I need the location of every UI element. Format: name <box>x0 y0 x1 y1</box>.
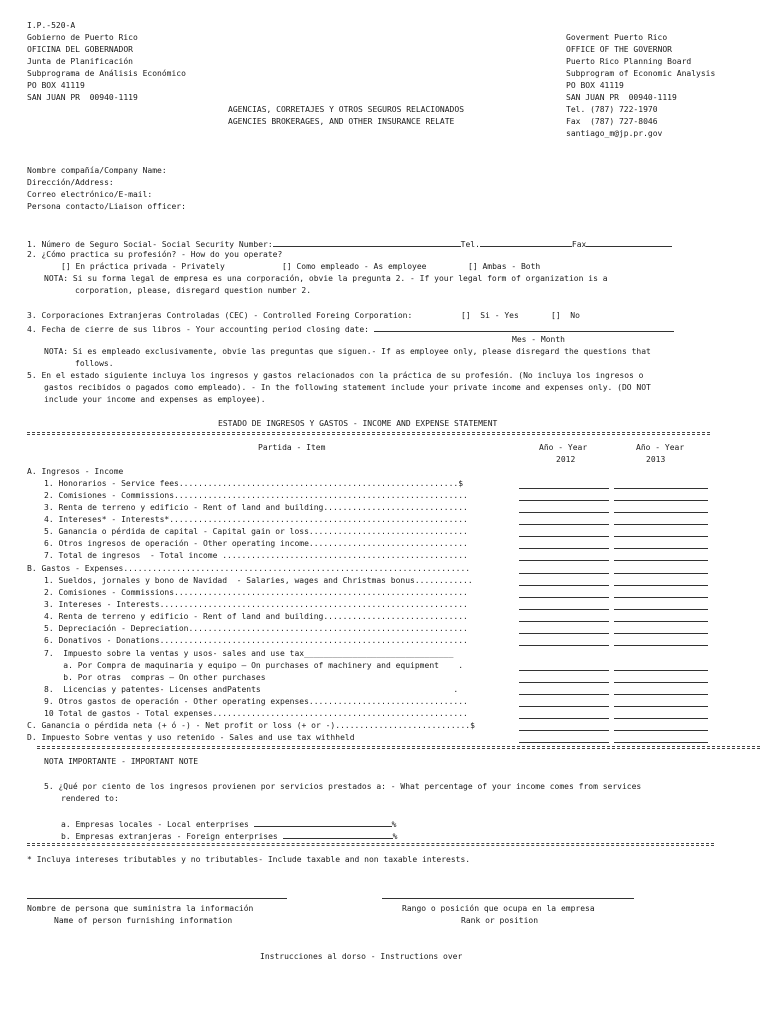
field-2012[interactable] <box>519 596 609 598</box>
section-expenses: B. Gastos - Expenses........................................................................ <box>27 564 471 573</box>
field-2012[interactable] <box>519 741 609 743</box>
header-right-line: Goverment Puerto Rico <box>566 33 668 42</box>
form-number: I.P.-520-A <box>27 21 76 30</box>
divider <box>37 746 760 749</box>
income-row: 4. Intereses* - Interests*.............................................................. <box>44 515 468 524</box>
field-2012[interactable] <box>519 499 609 501</box>
header-right-line: Subprogram of Economic Analysis <box>566 69 716 78</box>
field-2013[interactable] <box>614 487 708 489</box>
field-2013[interactable] <box>614 559 708 561</box>
field-2013[interactable] <box>614 608 708 610</box>
q5-line: include your income and expenses as employee). <box>44 395 266 404</box>
local-enterprises-row <box>61 818 396 830</box>
pct-sign: % <box>392 832 398 841</box>
q2-note-cont: corporation, please, disregard question number 2. <box>75 286 312 295</box>
income-row: 5. Ganancia o pérdida de capital - Capital gain or loss................................. <box>44 527 468 536</box>
field-2012[interactable] <box>519 547 609 549</box>
field-2012[interactable] <box>519 693 609 695</box>
address-label[interactable]: Dirección/Address: <box>27 178 114 187</box>
expense-row: 10 Total de gastos - Total expenses..................................................... <box>44 709 468 718</box>
header-right-line: OFFICE OF THE GOVERNOR <box>566 45 672 54</box>
header-left-line: Subprograma de Análisis Económico <box>27 69 186 78</box>
q2-opt-both[interactable]: [] Ambas - Both <box>468 262 541 271</box>
year-2012: 2012 <box>556 455 576 464</box>
field-2012[interactable] <box>519 584 609 586</box>
q2-note: NOTA: Si su forma legal de empresa es una corporación, obvie la pregunta 2. - If your legal form of organization is a <box>44 274 608 283</box>
fax-field[interactable] <box>586 238 672 247</box>
field-2013[interactable] <box>614 511 708 513</box>
local-enterprises-label: a. Empresas locales - Local enterprises <box>61 820 254 829</box>
q4-label: 4. Fecha de cierre de sus libros - Your accounting period closing date: <box>27 325 369 334</box>
income-row: 2. Comisiones - Commissions............................................................. <box>44 491 468 500</box>
foreign-pct-field[interactable] <box>283 830 393 839</box>
field-2013[interactable] <box>614 632 708 634</box>
field-2012[interactable] <box>519 644 609 646</box>
field-2012[interactable] <box>519 572 609 574</box>
q3-question: 3. Corporaciones Extranjeras Controladas (CEC) - Controlled Foreing Corporation: <box>27 311 413 320</box>
header-left-line: Junta de Planificación <box>27 57 133 66</box>
header-left-line: SAN JUAN PR 00940-1119 <box>27 93 138 102</box>
field-2012[interactable] <box>519 487 609 489</box>
expense-row: 5. Depreciación - Depreciation.......................................................... <box>44 624 468 633</box>
q3-yes[interactable]: [] Si - Yes <box>461 311 519 320</box>
income-row: 3. Renta de terreno y edificio - Rent of land and building.............................. <box>44 503 468 512</box>
divider <box>27 432 710 435</box>
header-left-line: PO BOX 41119 <box>27 81 85 90</box>
year-2013: 2013 <box>646 455 666 464</box>
q1-ssn <box>27 238 672 250</box>
expense-row: 9. Otros gastos de operación - Other operating expenses................................. <box>44 697 468 706</box>
statement-title: ESTADO DE INGRESOS Y GASTOS - INCOME AND EXPENSE STATEMENT <box>218 419 498 428</box>
header-right-line: Puerto Rico Planning Board <box>566 57 692 66</box>
field-2012[interactable] <box>519 717 609 719</box>
field-2013[interactable] <box>614 705 708 707</box>
expense-row: 4. Renta de terreno y edificio - Rent of land and building.............................. <box>44 612 468 621</box>
q4-note-cont: follows. <box>75 359 114 368</box>
expense-row: a. Por Compra de maquinaria y equipo – On purchases of machinery and equipment . <box>44 661 464 670</box>
important-note-heading: NOTA IMPORTANTE - IMPORTANT NOTE <box>44 757 199 766</box>
signature-line-name[interactable] <box>27 898 287 899</box>
sales-tax-withheld-row: D. Impuesto Sobre ventas y uso retenido - Sales and use tax withheld <box>27 733 355 742</box>
income-row: 1. Honorarios - Service fees..........................................................$ <box>44 479 464 488</box>
field-2013[interactable] <box>614 547 708 549</box>
signature-line-rank[interactable] <box>382 898 634 899</box>
header-left-line: Gobierno de Puerto Rico <box>27 33 138 42</box>
field-2012[interactable] <box>519 511 609 513</box>
sig-rank-label-en: Rank or position <box>461 916 539 925</box>
expense-row: 3. Intereses - Interests................................................................ <box>44 600 468 609</box>
field-2013[interactable] <box>614 741 708 743</box>
fax-label: Fax <box>571 240 587 249</box>
field-2013[interactable] <box>614 681 708 683</box>
field-2012[interactable] <box>519 620 609 622</box>
field-2012[interactable] <box>519 681 609 683</box>
note5-question: 5. ¿Qué por ciento de los ingresos provienen por servicios prestados a: - What percentage of your income comes from services <box>44 782 642 791</box>
footnote: * Incluya intereses tributables y no tributables- Include taxable and non taxable interests. <box>27 855 471 864</box>
field-2012[interactable] <box>519 632 609 634</box>
field-2013[interactable] <box>614 584 708 586</box>
income-row: 7. Total de ingresos - Total income ................................................... <box>44 551 468 560</box>
company-name-label[interactable]: Nombre compañía/Company Name: <box>27 166 167 175</box>
email-label[interactable]: Correo electrónico/E-mail: <box>27 190 153 199</box>
header-right-line: SAN JUAN PR 00940-1119 <box>566 93 677 102</box>
tel-label: Tel. <box>460 240 480 249</box>
q5-line: 5. En el estado siguiente incluya los ingresos y gastos relacionados con la práctica de su profesión. (No incluya los ingresos o <box>27 371 644 380</box>
header-right-line: PO BOX 41119 <box>566 81 624 90</box>
local-pct-field[interactable] <box>254 818 392 827</box>
field-2012[interactable] <box>519 523 609 525</box>
q1-label: 1. Número de Seguro Social- Social Security Number: <box>27 240 273 249</box>
field-2012[interactable] <box>519 729 609 731</box>
expense-row: 7. Impuesto sobre la ventas y usos- sales and use tax_______________________________ <box>44 649 454 658</box>
ssn-field[interactable] <box>273 238 461 247</box>
closing-date-field[interactable] <box>374 323 674 332</box>
q2-opt-employee[interactable]: [] Como empleado - As employee <box>282 262 427 271</box>
field-2013[interactable] <box>614 499 708 501</box>
header-fax: Fax (787) 727-8046 <box>566 117 658 126</box>
field-2013[interactable] <box>614 729 708 731</box>
field-2012[interactable] <box>519 669 609 671</box>
field-2012[interactable] <box>519 705 609 707</box>
q4-note: NOTA: Si es empleado exclusivamente, obvie las preguntas que siguen.- If as employee only, please disregard the questions that <box>44 347 651 356</box>
q4-month-label: Mes - Month <box>512 335 565 344</box>
income-row: 6. Otros ingresos de operación - Other operating income................................. <box>44 539 468 548</box>
col-item-header: Partida - Item <box>258 443 326 452</box>
field-2012[interactable] <box>519 608 609 610</box>
form-title: AGENCIAS, CORRETAJES Y OTROS SEGUROS RELACIONADOS <box>228 105 465 114</box>
q3-no[interactable]: [] No <box>551 311 580 320</box>
expense-row: 6. Donativos - Donations................................................................ <box>44 636 468 645</box>
liaison-label[interactable]: Persona contacto/Liaison officer: <box>27 202 186 211</box>
expense-row: 2. Comisiones - Commissions............................................................. <box>44 588 468 597</box>
field-2013[interactable] <box>614 572 708 574</box>
field-2013[interactable] <box>614 717 708 719</box>
field-2013[interactable] <box>614 523 708 525</box>
field-2012[interactable] <box>519 559 609 561</box>
header-left-line: OFICINA DEL GOBERNADOR <box>27 45 133 54</box>
col-year2-header: Año - Year <box>636 443 685 452</box>
field-2013[interactable] <box>614 596 708 598</box>
foreign-enterprises-row <box>61 830 397 842</box>
sig-name-label: Nombre de persona que suministra la información <box>27 904 254 913</box>
expense-row: b. Por otras compras – On other purchases <box>44 673 266 682</box>
field-2013[interactable] <box>614 620 708 622</box>
section-income: A. Ingresos - Income <box>27 467 124 476</box>
q5-line: gastos recibidos o pagados como empleado). - In the following statement include your private income and expenses only. (DO NOT <box>44 383 651 392</box>
foreign-enterprises-label: b. Empresas extranjeras - Foreign enterprises <box>61 832 283 841</box>
tel-field[interactable] <box>480 238 572 247</box>
expense-row: 1. Sueldos, jornales y bono de Navidad - Salaries, wages and Christmas bonus............ <box>44 576 473 585</box>
q2-opt-private[interactable]: [] En práctica privada - Privately <box>61 262 225 271</box>
sig-rank-label: Rango o posición que ocupa en la empresa <box>402 904 595 913</box>
expense-row: 8. Licencias y patentes- Licenses andPatents . <box>44 685 459 694</box>
field-2013[interactable] <box>614 535 708 537</box>
field-2013[interactable] <box>614 693 708 695</box>
field-2013[interactable] <box>614 669 708 671</box>
header-phone: Tel. (787) 722-1970 <box>566 105 658 114</box>
header-email[interactable]: santiago_m@jp.pr.gov <box>566 129 663 138</box>
q2-question: 2. ¿Cómo practica su profesión? - How do you operate? <box>27 250 283 259</box>
q4-question <box>27 323 674 335</box>
form-title-en: AGENCIES BROKERAGES, AND OTHER INSURANCE RELATE <box>228 117 455 126</box>
note5-question-cont: rendered to: <box>61 794 119 803</box>
pct-sign: % <box>391 820 397 829</box>
net-profit-row: C. Ganancia o pérdida neta (+ ó -) - Net profit or loss (+ or -)............................$ <box>27 721 475 730</box>
divider <box>27 843 714 846</box>
col-year1-header: Año - Year <box>539 443 588 452</box>
sig-name-label-en: Name of person furnishing information <box>54 916 233 925</box>
instructions-note: Instrucciones al dorso - Instructions over <box>260 952 463 961</box>
field-2012[interactable] <box>519 535 609 537</box>
field-2013[interactable] <box>614 644 708 646</box>
